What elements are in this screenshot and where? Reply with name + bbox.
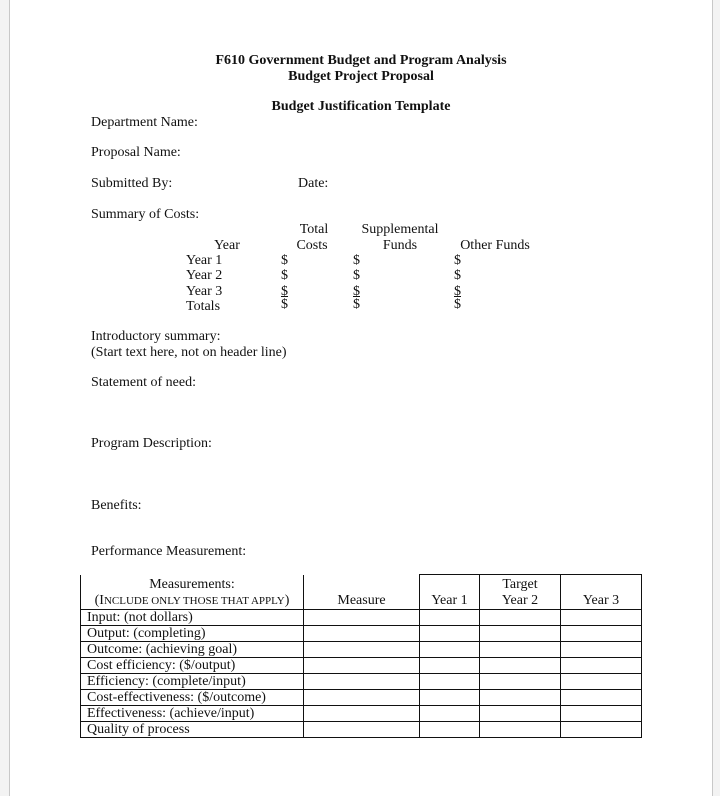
intro-summary-label: Introductory summary: — [91, 329, 221, 344]
date-label: Date: — [298, 176, 329, 191]
other-funds-currency: $ — [454, 284, 461, 299]
measurement-label: Efficiency: (complete/input) — [81, 674, 304, 690]
summary-of-costs-label: Summary of Costs: — [91, 207, 200, 222]
year3-cell[interactable] — [561, 626, 642, 642]
col-supplemental-line1: Supplemental — [361, 222, 439, 237]
program-description-label: Program Description: — [91, 436, 212, 451]
measure-cell[interactable] — [304, 706, 420, 722]
year2-cell[interactable] — [480, 610, 561, 626]
total-costs-currency: $ — [281, 284, 288, 299]
supplemental-currency: $ — [353, 268, 360, 283]
year1-cell[interactable] — [420, 706, 480, 722]
col-total-line1: Total — [299, 222, 329, 237]
year2-cell[interactable] — [480, 706, 561, 722]
submitted-by-label: Submitted By: — [91, 176, 173, 191]
measurement-label: Cost-effectiveness: ($/outcome) — [81, 690, 304, 706]
performance-measurement-label: Performance Measurement: — [91, 544, 247, 559]
supplemental-currency: $ — [353, 284, 360, 299]
total-costs-currency: $ — [281, 268, 288, 283]
year3-cell[interactable] — [561, 674, 642, 690]
table-row — [81, 626, 642, 642]
statement-of-need-label: Statement of need: — [91, 375, 196, 390]
other-funds-currency: $ — [454, 268, 461, 283]
year3-cell[interactable] — [561, 658, 642, 674]
year1-cell[interactable] — [420, 690, 480, 706]
year3-cell[interactable] — [561, 722, 642, 738]
total-costs-currency: $ — [281, 253, 288, 268]
table-row — [81, 642, 642, 658]
cost-row-label: Totals — [186, 299, 221, 314]
target-year2-header — [480, 575, 561, 610]
year1-header: Year 1 — [420, 575, 480, 610]
year1-cell[interactable] — [420, 642, 480, 658]
cost-row-label: Year 3 — [186, 284, 223, 299]
measurement-label: Quality of process — [81, 722, 304, 738]
measure-cell[interactable] — [304, 722, 420, 738]
year3-cell[interactable] — [561, 690, 642, 706]
other-funds-currency: $ — [454, 253, 461, 268]
measure-header: Measure — [304, 575, 420, 610]
col-total-line2: Costs — [296, 238, 328, 253]
measurement-label: Effectiveness: (achieve/input) — [81, 706, 304, 722]
year2-cell[interactable] — [480, 722, 561, 738]
intro-summary-hint: (Start text here, not on header line) — [91, 345, 287, 360]
year2-cell[interactable] — [480, 642, 561, 658]
target-header: Target — [502, 577, 538, 592]
year2-header: Year 2 — [501, 593, 539, 608]
year1-cell[interactable] — [420, 722, 480, 738]
table-row — [81, 610, 642, 626]
table-row — [81, 658, 642, 674]
measurements-header-note: (INCLUDE ONLY THOSE THAT APPLY) — [94, 593, 290, 608]
document-page — [9, 0, 713, 796]
measure-cell[interactable] — [304, 626, 420, 642]
col-supplemental-line2: Funds — [382, 238, 418, 253]
year1-cell[interactable] — [420, 674, 480, 690]
measurements-header-title: Measurements: — [149, 577, 235, 592]
year2-cell[interactable] — [480, 690, 561, 706]
cost-row-label: Year 2 — [186, 268, 223, 283]
year3-header: Year 3 — [561, 575, 642, 610]
supplemental-currency: $ — [353, 297, 360, 312]
year1-cell[interactable] — [420, 626, 480, 642]
measure-cell[interactable] — [304, 690, 420, 706]
table-row — [81, 722, 642, 738]
table-row — [81, 706, 642, 722]
year1-cell[interactable] — [420, 658, 480, 674]
course-title: F610 Government Budget and Program Analysis — [215, 53, 507, 68]
year1-cell[interactable] — [420, 610, 480, 626]
cost-row-label: Year 1 — [186, 253, 223, 268]
measurement-label: Outcome: (achieving goal) — [81, 642, 304, 658]
year2-cell[interactable] — [480, 626, 561, 642]
measure-cell[interactable] — [304, 674, 420, 690]
total-costs-currency: $ — [281, 297, 288, 312]
template-title: Budget Justification Template — [271, 99, 451, 114]
proposal-name-label: Proposal Name: — [91, 145, 181, 160]
department-name-label: Department Name: — [91, 115, 198, 130]
measure-cell[interactable] — [304, 642, 420, 658]
table-row — [81, 674, 642, 690]
document-subtitle: Budget Project Proposal — [288, 69, 434, 84]
supplemental-currency: $ — [353, 253, 360, 268]
measurement-label: Cost efficiency: ($/output) — [81, 658, 304, 674]
year2-cell[interactable] — [480, 658, 561, 674]
col-year-header: Year — [214, 238, 240, 253]
performance-measurement-table — [80, 574, 642, 738]
measurement-label: Input: (not dollars) — [81, 610, 304, 626]
year3-cell[interactable] — [561, 706, 642, 722]
benefits-label: Benefits: — [91, 498, 142, 513]
measurements-header — [81, 575, 304, 610]
table-header-row — [81, 575, 642, 610]
measure-cell[interactable] — [304, 610, 420, 626]
measure-cell[interactable] — [304, 658, 420, 674]
other-funds-currency: $ — [454, 297, 461, 312]
year3-cell[interactable] — [561, 610, 642, 626]
table-row — [81, 690, 642, 706]
col-other-funds-header: Other Funds — [460, 238, 530, 253]
year3-cell[interactable] — [561, 642, 642, 658]
measurement-label: Output: (completing) — [81, 626, 304, 642]
year2-cell[interactable] — [480, 674, 561, 690]
